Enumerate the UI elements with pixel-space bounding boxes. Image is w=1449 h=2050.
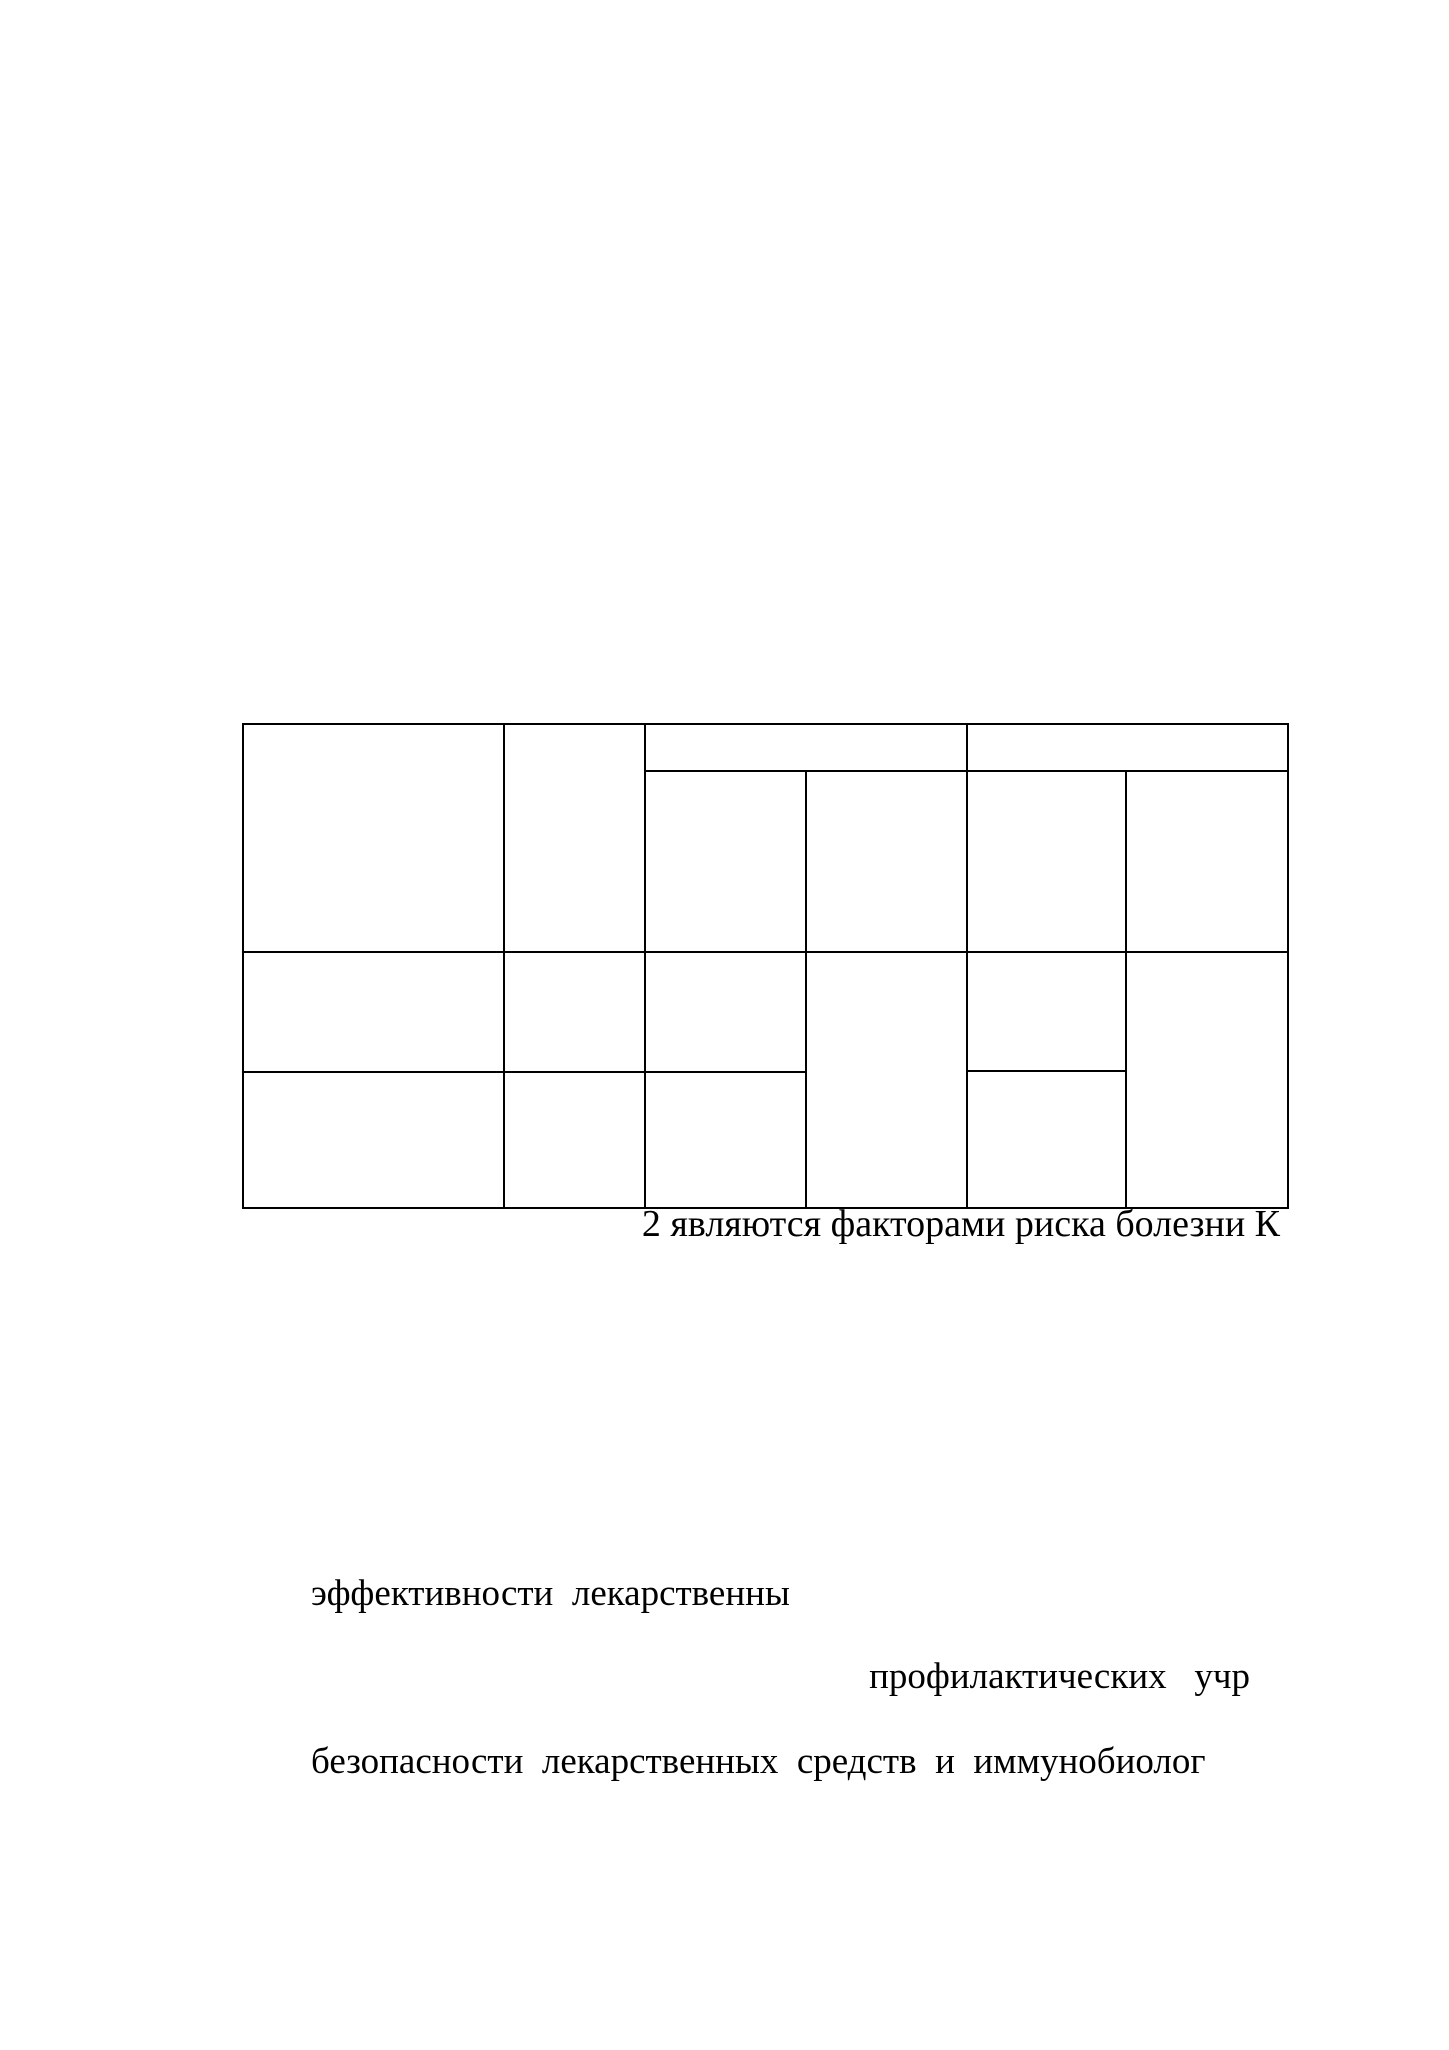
body-text-line-2: профилактических учр bbox=[869, 1656, 1250, 1697]
table-caption: 2 являются факторами риска болезни К bbox=[641, 1203, 1280, 1245]
body-text-line-1: эффективности лекарственны bbox=[311, 1573, 790, 1614]
table-outer-border bbox=[243, 724, 1288, 1208]
body-text-line-3: безопасности лекарственных средств и иммунобиолог bbox=[311, 1741, 1206, 1782]
